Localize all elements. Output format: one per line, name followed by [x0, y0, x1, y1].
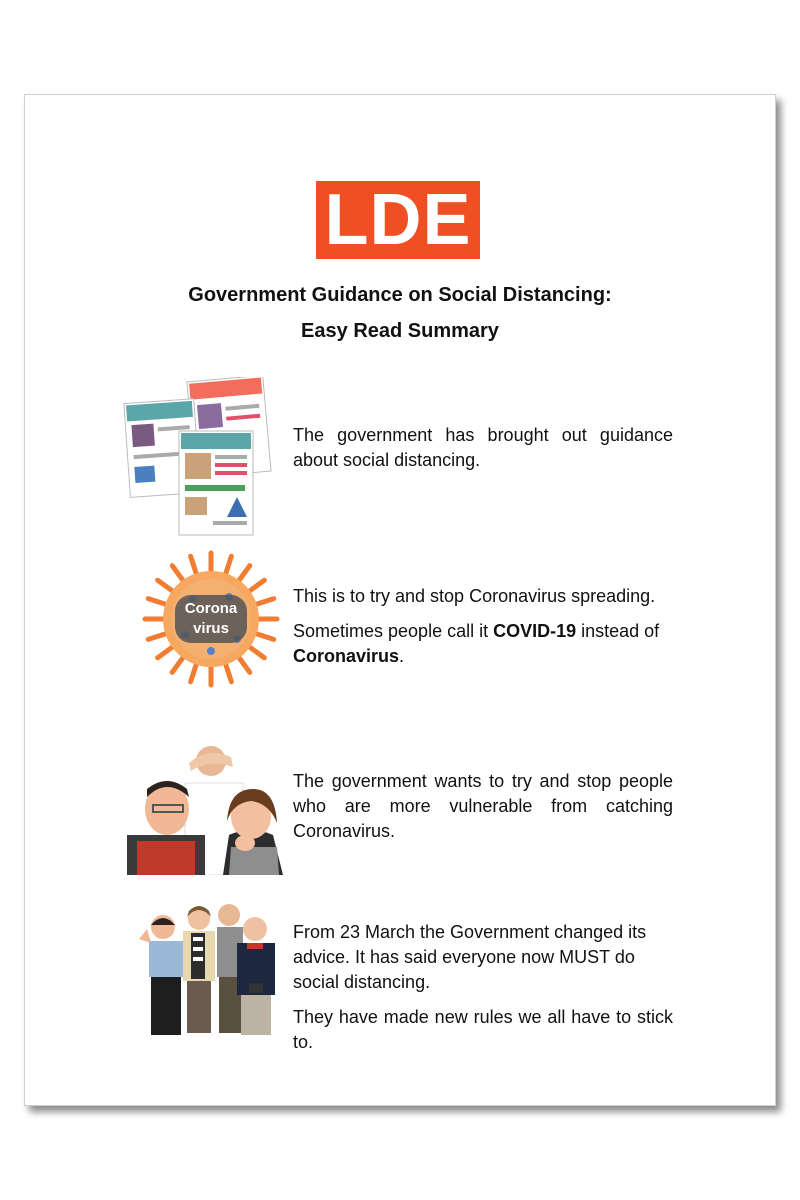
lde-logo-text: LDE	[324, 180, 472, 260]
section-4-paragraph-2: They have made new rules we all have to stick to.	[293, 1007, 673, 1052]
section-4-text	[293, 920, 673, 1065]
coronavirus-badge-line1: Corona	[184, 600, 238, 617]
section-2-paragraph-1: This is to try and stop Coronavirus spreading.	[293, 586, 656, 606]
group-of-people-picture	[137, 901, 289, 1041]
text-run: instead of	[576, 621, 660, 641]
section-3-paragraph: The government wants to try and stop people who are more vulnerable from catching Coronavirus.	[293, 771, 673, 841]
page-title: Government Guidance on Social Distancing:	[188, 284, 612, 306]
section-1-text	[293, 423, 673, 483]
coronavirus-badge-line2: virus	[193, 620, 229, 637]
section-3-text	[293, 769, 673, 854]
coronavirus-badge	[175, 595, 247, 643]
section-1-paragraph: The government has brought out guidance about social distancing.	[293, 425, 673, 470]
page-subtitle: Easy Read Summary	[301, 320, 499, 342]
unwell-people-picture	[127, 743, 283, 875]
section-4-paragraph-1: From 23 March the Government changed its advice. It has said everyone now MUST do social distancing.	[293, 922, 647, 992]
section-2-text	[293, 584, 673, 679]
guidance-leaflets-picture	[123, 377, 273, 537]
coronavirus-term: Coronavirus	[293, 646, 400, 666]
covid-19-term: COVID-19	[493, 621, 577, 641]
coronavirus-picture	[141, 549, 281, 689]
section-2-paragraph-2	[293, 619, 673, 669]
document-page	[24, 94, 776, 1106]
text-run: .	[399, 646, 405, 666]
text-run: Sometimes people call it	[293, 621, 494, 641]
lde-logo	[316, 181, 480, 259]
